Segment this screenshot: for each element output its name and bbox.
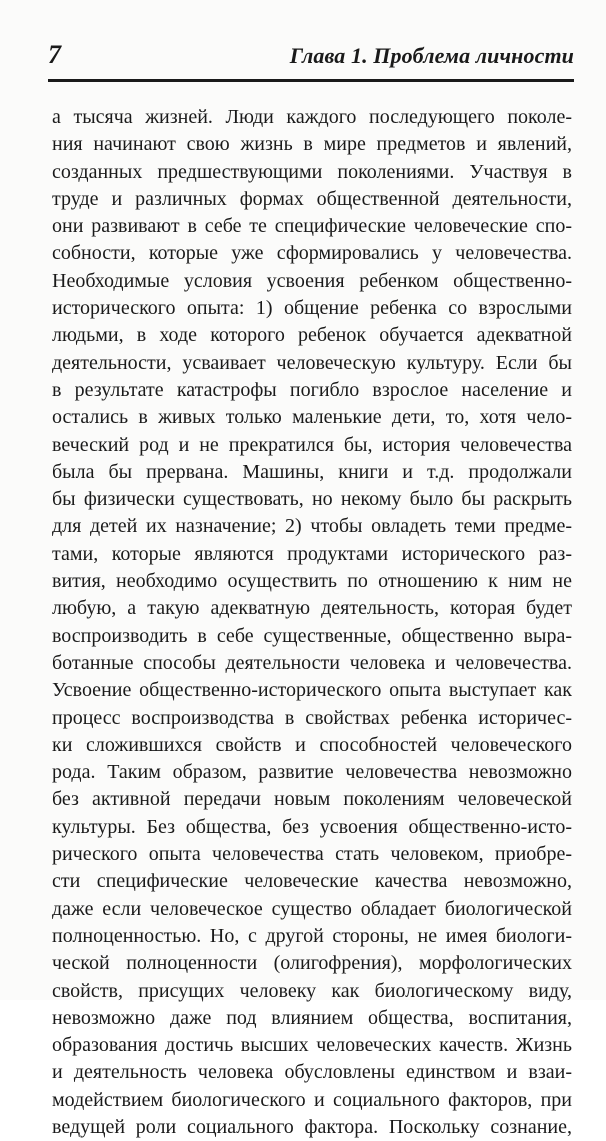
text-line: они развивают в себе те специфические человеческие спо-: [52, 215, 572, 238]
text-line: тами, которые являются продуктами исторического раз-: [52, 542, 572, 565]
text-line: рода. Таким образом, развитие человечества невозможно: [52, 761, 572, 784]
text-line: образования достичь высших человеческих качеств. Жизнь: [52, 1034, 572, 1057]
text-line: процесс воспроизводства в свойствах ребенка историчес-: [52, 706, 572, 729]
text-line: вития, необходимо осуществить по отношению к ним не: [52, 570, 572, 593]
text-line: полноценностью. Но, с другой стороны, не имея биологи-: [52, 924, 572, 947]
text-line: даже если человеческое существо обладает биологической: [52, 897, 572, 920]
text-line: свойств, присущих человеку как биологическому виду,: [52, 979, 572, 1002]
text-line: ведущей роли социального фактора. Поскольку сознание,: [52, 1115, 572, 1138]
text-line: воспроизводить в себе существенные, общественно выра-: [52, 624, 572, 647]
text-line: ческой полноценности (олигофрения), морфологических: [52, 952, 572, 975]
text-line: исторического опыта: 1) общение ребенка со взрослыми: [52, 297, 572, 320]
text-line: Усвоение общественно-исторического опыта выступает как: [52, 679, 572, 702]
text-line: веческий род и не прекратился бы, история человечества: [52, 433, 572, 456]
text-line: для детей их назначение; 2) чтобы овладеть теми предме-: [52, 515, 572, 538]
text-line: ки сложившихся свойств и способностей человеческого: [52, 733, 572, 756]
text-line: рического опыта человечества стать человеком, приобре-: [52, 843, 572, 866]
text-line: Необходимые условия усвоения ребенком общественно-: [52, 269, 572, 292]
text-line: сти специфические человеческие качества невозможно,: [52, 870, 572, 893]
text-line: ботанные способы деятельности человека и человечества.: [52, 651, 572, 674]
text-line: и деятельность человека обусловлены единством и взаи-: [52, 1061, 572, 1084]
page-number: 7: [48, 40, 61, 69]
text-line: бы физически существовать, но некому было бы раскрыть: [52, 488, 572, 511]
text-line: любую, а такую адекватную деятельность, которая будет: [52, 597, 572, 620]
header-rule: [48, 79, 574, 82]
running-header: [48, 40, 574, 74]
text-line: модействием биологического и социального факторов, при: [52, 1088, 572, 1111]
text-line: собности, которые уже сформировались у человечества.: [52, 242, 572, 265]
chapter-title: Глава 1. Проблема личности: [289, 43, 574, 68]
body-text: [52, 104, 572, 1141]
text-line: культуры. Без общества, без усвоения общественно-исто-: [52, 815, 572, 838]
text-line: невозможно даже под влиянием общества, воспитания,: [52, 1006, 572, 1029]
text-line: людьми, в ходе которого ребенок обучается адекватной: [52, 324, 572, 347]
text-line: в результате катастрофы погибло взрослое население и: [52, 378, 572, 401]
text-line: без активной передачи новым поколениям человеческой: [52, 788, 572, 811]
text-line: а тысяча жизней. Люди каждого последующего поколе-: [52, 106, 572, 128]
text-line: деятельности, усваивает человеческую культуру. Если бы: [52, 351, 572, 374]
text-line: труде и различных формах общественной деятельности,: [52, 187, 572, 210]
text-line: ния начинают свою жизнь в мире предметов и явлений,: [52, 133, 572, 156]
text-line: была бы прервана. Машины, книги и т.д. продолжали: [52, 460, 572, 483]
text-line: остались в живых только маленькие дети, то, хотя чело-: [52, 406, 572, 429]
text-line: созданных предшествующими поколениями. Участвуя в: [52, 160, 572, 183]
